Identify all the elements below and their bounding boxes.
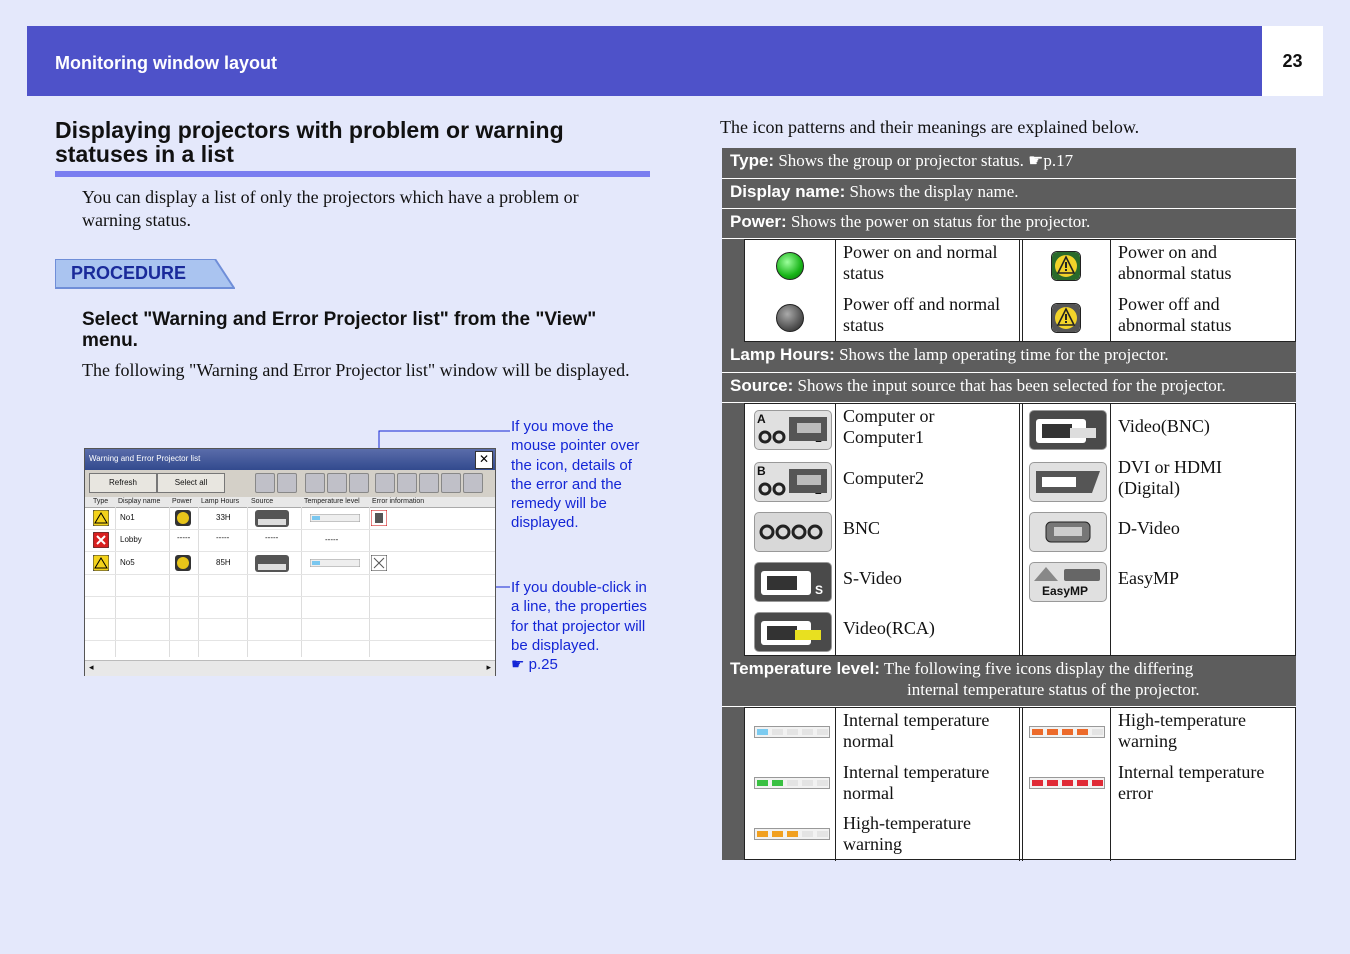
power-off-normal-label: Power off and normal status — [843, 294, 1001, 335]
scroll-right-icon[interactable]: ▸ — [486, 662, 491, 672]
window-toolbar — [85, 470, 495, 497]
temp-normal-green-label: Internal temperature normal — [843, 762, 990, 803]
icons-intro: The icon patterns and their meanings are explained below. — [720, 117, 1140, 137]
temperature-term: Temperature level: — [730, 659, 880, 678]
power-abnormal-icon[interactable] — [175, 510, 191, 526]
power-on-normal-icon — [776, 252, 804, 280]
video-rca-label: Video(RCA) — [843, 618, 935, 638]
warning-type-icon[interactable] — [93, 555, 109, 571]
power-on-tool-icon[interactable] — [255, 473, 275, 493]
row-display-name[interactable]: Lobby — [120, 535, 142, 544]
power-desc: Shows the power on status for the projector. — [790, 212, 1091, 231]
temperature-normal-icon[interactable] — [310, 559, 360, 567]
window-titlebar — [85, 449, 495, 470]
row-source[interactable]: ----- — [265, 533, 279, 542]
window-title: Warning and Error Projector list — [89, 454, 201, 463]
row-lamp-hours[interactable]: 85H — [216, 558, 231, 567]
row-temperature[interactable]: ----- — [325, 535, 339, 544]
col-power[interactable]: Power — [172, 498, 192, 505]
d-video-label: D-Video — [1118, 518, 1180, 538]
d-video-icon — [1029, 512, 1107, 552]
col-type[interactable]: Type — [93, 498, 109, 505]
col-temperature[interactable]: Temperature level — [304, 498, 360, 505]
power-on-abnormal-label: Power on and abnormal status — [1118, 242, 1232, 283]
power-off-normal-icon — [776, 304, 804, 332]
display-name-desc: Shows the display name. — [849, 182, 1019, 201]
lamp-term: Lamp Hours: — [730, 345, 835, 364]
video-bnc-icon — [1029, 410, 1107, 450]
power-row — [722, 209, 1296, 239]
svideo-label: S-Video — [843, 568, 902, 588]
computer1-icon: A — [754, 410, 832, 450]
row-lamp-hours[interactable]: 33H — [216, 513, 231, 522]
easymp-icon: EasyMP — [1029, 562, 1107, 602]
select-all-button[interactable]: Select all — [157, 473, 225, 493]
section-title: Displaying projectors with problem or warning statuses in a list — [55, 117, 564, 167]
source-term: Source: — [730, 376, 794, 395]
error-info-icon[interactable] — [371, 510, 387, 526]
dvideo-tool-icon[interactable] — [441, 473, 461, 493]
type-desc: Shows the group or projector status. — [778, 151, 1024, 170]
easymp-label: EasyMP — [1118, 568, 1180, 588]
dvi-hdmi-icon — [1029, 462, 1107, 502]
temp-warning-yellow-label: High-temperature warning — [843, 813, 971, 854]
col-source[interactable]: Source — [251, 498, 274, 505]
easymp-tool-icon[interactable] — [463, 473, 483, 493]
temp-error-red-icon — [1029, 777, 1105, 789]
video-tool-icon[interactable] — [349, 473, 369, 493]
power-off-tool-icon[interactable] — [277, 473, 297, 493]
col-lamp-hours[interactable]: Lamp Hours — [201, 498, 240, 505]
computer2-tool-icon[interactable] — [327, 473, 347, 493]
temp-warning-orange-icon — [1029, 726, 1105, 738]
power-off-abnormal-icon — [1051, 303, 1081, 333]
warning-type-icon[interactable] — [93, 510, 109, 526]
temp-normal-blue-icon — [754, 726, 830, 738]
header-title: Monitoring window layout — [55, 53, 277, 73]
type-ref: ☛p.17 — [1028, 151, 1074, 170]
source-row — [722, 373, 1296, 403]
power-term: Power: — [730, 212, 787, 231]
callout-doubleclick: If you double-click in a line, the properties for that projector will be displayed. — [511, 579, 647, 654]
power-abnormal-icon[interactable] — [175, 555, 191, 571]
easymp-source-icon[interactable] — [255, 555, 289, 572]
source-icon-grid — [744, 403, 1296, 656]
page-number: 23 — [1262, 26, 1323, 96]
dvi-tool-icon[interactable] — [419, 473, 439, 493]
temperature-row — [722, 656, 1296, 707]
warning-error-window — [84, 448, 496, 676]
power-icon-grid — [744, 239, 1296, 342]
computer2-icon: B — [754, 462, 832, 502]
computer1-tool-icon[interactable] — [305, 473, 325, 493]
bnc-label: BNC — [843, 518, 881, 538]
scroll-left-icon[interactable]: ◂ — [89, 662, 94, 672]
dvi-hdmi-label: DVI or HDMI (Digital) — [1118, 457, 1222, 498]
row-display-name[interactable]: No5 — [120, 558, 135, 567]
type-term: Type: — [730, 151, 775, 170]
window-list — [85, 507, 495, 659]
error-info-icon[interactable] — [371, 555, 387, 571]
row-power[interactable]: ----- — [177, 533, 191, 542]
row-lamp-hours[interactable]: ----- — [216, 533, 230, 542]
procedure-label: PROCEDURE — [71, 263, 187, 283]
row-display-name[interactable]: No1 — [120, 513, 135, 522]
callout-hover: If you move the mouse pointer over the icon, details of the error and the remedy will be displayed. — [511, 418, 640, 532]
error-type-icon[interactable] — [93, 532, 109, 548]
temp-warning-orange-label: High-temperature warning — [1118, 710, 1246, 751]
temperature-icon-grid — [744, 707, 1296, 860]
svideo-icon: S — [754, 562, 832, 602]
video-bnc-label: Video(BNC) — [1118, 416, 1210, 436]
col-display-name[interactable]: Display name — [118, 498, 161, 505]
step-heading: Select "Warning and Error Projector list" from the "View" menu. — [82, 309, 597, 351]
temp-error-red-label: Internal temperature error — [1118, 762, 1265, 803]
display-name-row — [722, 179, 1296, 209]
temperature-desc-1: The following five icons display the differing — [883, 659, 1194, 678]
power-on-abnormal-icon — [1051, 251, 1081, 281]
section-intro: You can display a list of only the projectors which have a problem or warning status. — [82, 187, 579, 230]
power-on-normal-label: Power on and normal status — [843, 242, 998, 283]
video-rca-icon — [754, 612, 832, 652]
temp-normal-green-icon — [754, 777, 830, 789]
callout-doubleclick-ref: ☛ p.25 — [511, 656, 558, 673]
step-text: The following "Warning and Error Projector list" window will be displayed. — [82, 360, 630, 380]
svideo-tool-icon[interactable] — [375, 473, 395, 493]
horizontal-scrollbar[interactable] — [85, 660, 495, 676]
bnc-icon — [754, 512, 832, 552]
easymp-source-icon[interactable] — [255, 510, 289, 527]
temp-warning-yellow-icon — [754, 828, 830, 840]
col-error-info[interactable]: Error information — [372, 498, 425, 505]
lamp-hours-row — [722, 342, 1296, 373]
temperature-normal-icon[interactable] — [310, 514, 360, 522]
icon-table — [722, 148, 1296, 860]
display-name-term: Display name: — [730, 182, 846, 201]
source-desc: Shows the input source that has been selected for the projector. — [797, 376, 1226, 395]
temperature-desc-2: internal temperature status of the projector. — [907, 680, 1200, 699]
computer1-label: Computer or Computer1 — [843, 406, 935, 447]
temp-normal-blue-label: Internal temperature normal — [843, 710, 990, 751]
computer2-label: Computer2 — [843, 468, 924, 488]
type-row — [722, 148, 1296, 179]
bnc-tool-icon[interactable] — [397, 473, 417, 493]
lamp-desc: Shows the lamp operating time for the projector. — [839, 345, 1169, 364]
refresh-button[interactable]: Refresh — [89, 473, 157, 493]
power-off-abnormal-label: Power off and abnormal status — [1118, 294, 1232, 335]
close-icon[interactable]: ✕ — [475, 451, 493, 469]
